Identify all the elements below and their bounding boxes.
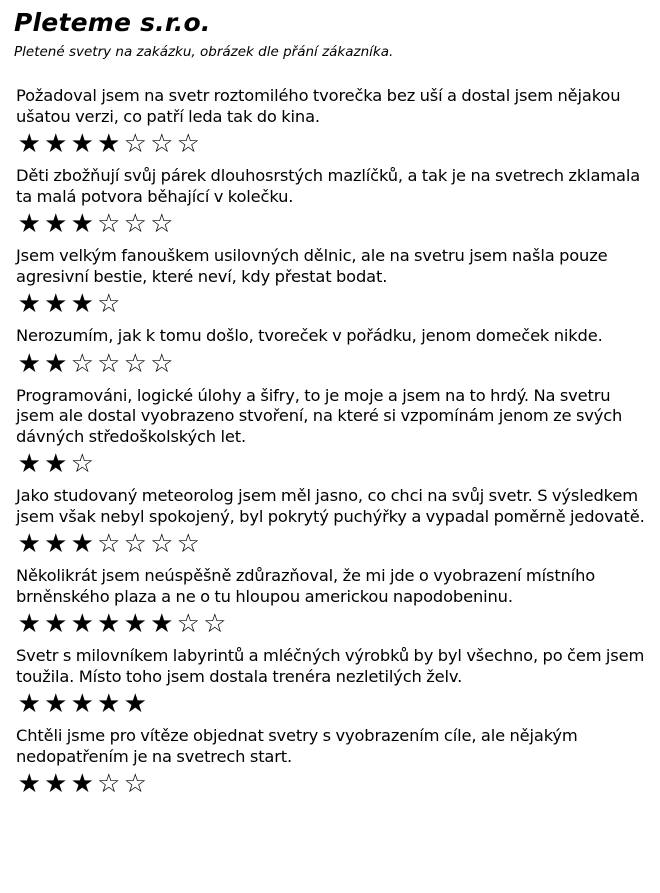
filled-star-icon: ★ xyxy=(97,689,121,719)
filled-star-icon: ★ xyxy=(44,609,68,639)
empty-star-icon: ☆ xyxy=(97,529,121,559)
review-item xyxy=(16,246,652,318)
filled-star-icon: ★ xyxy=(70,769,94,799)
filled-star-icon: ★ xyxy=(97,609,121,639)
review-text: Svetr s milovníkem labyrintů a mléčných výrobků by byl všechno, po čem jsem toužila. Místo toho jsem dostala trenéra nezletilých želv. xyxy=(16,646,645,686)
filled-star-icon: ★ xyxy=(44,129,68,159)
empty-star-icon: ☆ xyxy=(176,529,200,559)
empty-star-icon: ☆ xyxy=(150,529,174,559)
company-subtitle: Pletené svetry na zakázku, obrázek dle přání zákazníka. xyxy=(14,44,394,60)
filled-star-icon: ★ xyxy=(150,609,174,639)
empty-star-icon: ☆ xyxy=(123,769,147,799)
filled-star-icon: ★ xyxy=(17,689,41,719)
empty-star-icon: ☆ xyxy=(123,529,147,559)
review-text: Jsem velkým fanouškem usilovných dělnic, ale na svetru jsem našla pouze agresivní bestie, které neví, kdy přestat bodat. xyxy=(16,246,608,286)
empty-star-icon: ☆ xyxy=(150,209,174,239)
empty-star-icon: ☆ xyxy=(97,289,121,319)
empty-star-icon: ☆ xyxy=(123,129,147,159)
review-item xyxy=(16,86,652,158)
empty-star-icon: ☆ xyxy=(176,129,200,159)
filled-star-icon: ★ xyxy=(97,129,121,159)
star-rating xyxy=(16,530,652,558)
empty-star-icon: ☆ xyxy=(176,609,200,639)
review-item xyxy=(16,326,652,378)
filled-star-icon: ★ xyxy=(17,529,41,559)
review-text: Požadoval jsem na svetr roztomilého tvorečka bez uší a dostal jsem nějakou ušatou verzi, co patří leda tak do kina. xyxy=(16,86,621,126)
star-rating xyxy=(16,770,652,798)
filled-star-icon: ★ xyxy=(17,348,41,379)
empty-star-icon: ☆ xyxy=(97,769,121,799)
filled-star-icon: ★ xyxy=(17,449,41,479)
page-header xyxy=(14,6,654,62)
review-text: Programováni, logické úlohy a šifry, to je moje a jsem na to hrdý. Na svetru jsem ale dostal vyobrazeno stvoření, na které si vzpomínám jenom ze svých dávných středoškolských let. xyxy=(16,385,623,446)
review-item xyxy=(16,646,652,718)
star-rating xyxy=(16,130,652,158)
filled-star-icon: ★ xyxy=(70,289,94,319)
empty-star-icon: ☆ xyxy=(123,348,147,379)
star-rating xyxy=(16,350,652,378)
filled-star-icon: ★ xyxy=(70,209,94,239)
filled-star-icon: ★ xyxy=(44,348,68,379)
star-rating xyxy=(16,610,652,638)
empty-star-icon: ☆ xyxy=(70,449,94,479)
filled-star-icon: ★ xyxy=(44,769,68,799)
review-text: Chtěli jsme pro vítěze objednat svetry s vyobrazením cíle, ale nějakým nedopatřením je na svetrech start. xyxy=(16,726,578,766)
filled-star-icon: ★ xyxy=(17,769,41,799)
empty-star-icon: ☆ xyxy=(150,129,174,159)
filled-star-icon: ★ xyxy=(70,609,94,639)
company-title: Pleteme s.r.o. xyxy=(14,8,211,37)
filled-star-icon: ★ xyxy=(44,689,68,719)
filled-star-icon: ★ xyxy=(70,529,94,559)
empty-star-icon: ☆ xyxy=(97,348,121,379)
filled-star-icon: ★ xyxy=(17,609,41,639)
empty-star-icon: ☆ xyxy=(150,348,174,379)
review-text: Několikrát jsem neúspěšně zdůrazňoval, že mi jde o vyobrazení místního brněnského plaza a ne o tu hloupou americkou napodobeninu. xyxy=(16,566,596,606)
star-rating xyxy=(16,450,652,478)
empty-star-icon: ☆ xyxy=(97,209,121,239)
review-text: Jako studovaný meteorolog jsem měl jasno, co chci na svůj svetr. S výsledkem jsem však nebyl spokojený, byl pokrytý puchýřky a vypadal poměrně jedovatě. xyxy=(16,486,645,526)
filled-star-icon: ★ xyxy=(123,689,147,719)
filled-star-icon: ★ xyxy=(17,129,41,159)
filled-star-icon: ★ xyxy=(44,289,68,319)
review-item xyxy=(16,166,652,238)
review-text: Nerozumím, jak k tomu došlo, tvoreček v pořádku, jenom domeček nikde. xyxy=(16,326,603,345)
empty-star-icon: ☆ xyxy=(70,348,94,379)
review-text: Děti zbožňují svůj párek dlouhosrstých mazlíčků, a tak je na svetrech zklamala ta malá potvora běhající v kolečku. xyxy=(16,166,641,206)
star-rating xyxy=(16,210,652,238)
review-item xyxy=(16,726,652,798)
review-item xyxy=(16,486,652,558)
filled-star-icon: ★ xyxy=(17,289,41,319)
review-item xyxy=(16,386,652,479)
filled-star-icon: ★ xyxy=(70,129,94,159)
empty-star-icon: ☆ xyxy=(203,609,227,639)
filled-star-icon: ★ xyxy=(17,209,41,239)
filled-star-icon: ★ xyxy=(44,529,68,559)
star-rating xyxy=(16,290,652,318)
star-rating xyxy=(16,690,652,718)
filled-star-icon: ★ xyxy=(44,449,68,479)
empty-star-icon: ☆ xyxy=(123,209,147,239)
filled-star-icon: ★ xyxy=(70,689,94,719)
reviews-list xyxy=(16,86,652,806)
review-item xyxy=(16,566,652,638)
filled-star-icon: ★ xyxy=(44,209,68,239)
filled-star-icon: ★ xyxy=(123,609,147,639)
